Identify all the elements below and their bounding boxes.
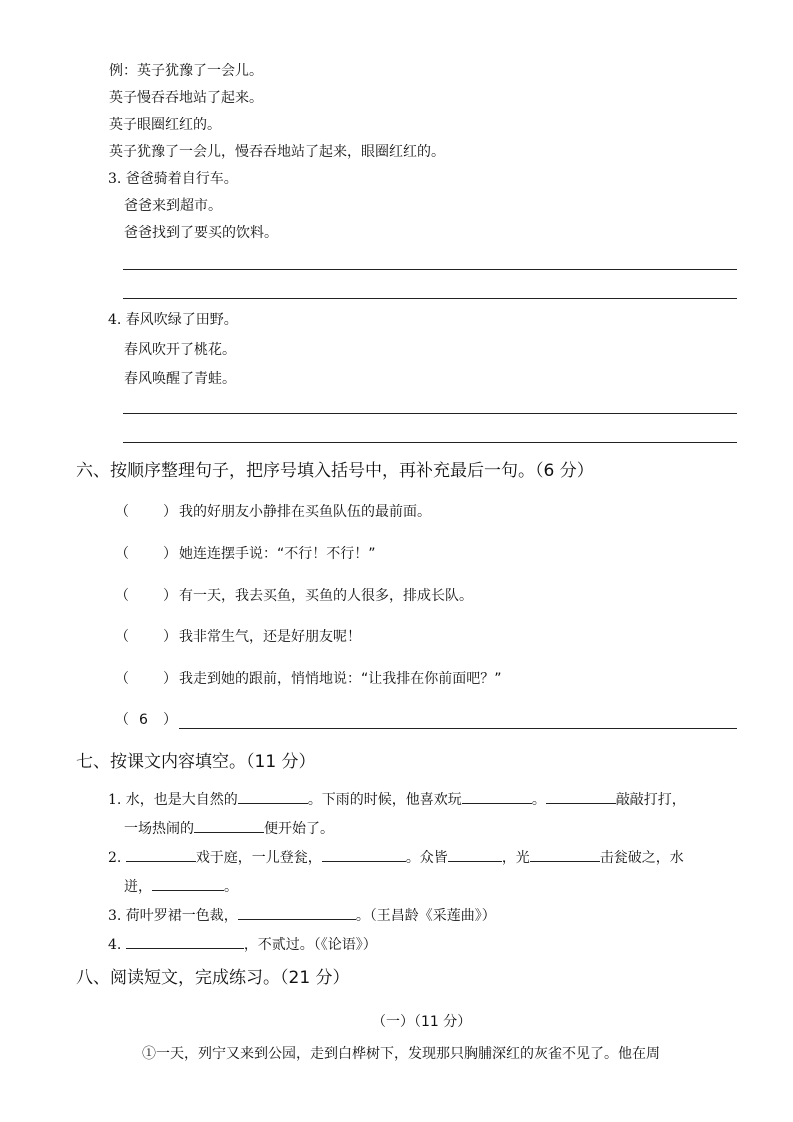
paren-close: ） [163,504,177,520]
text: 。 [224,879,238,895]
blank-field[interactable] [448,847,502,862]
subsection-title: （一）（11 分） [372,1014,472,1030]
paren-open: （ [115,588,129,604]
paren-close: ） [163,588,177,604]
paren-close: ） [163,546,177,562]
item4-line-3: 春风唤醒了青蛙。 [124,371,236,387]
blank-field[interactable] [238,789,308,804]
paren-close: ） [163,712,177,728]
section-heading-8: 八、阅读短文，完成练习。（21 分） [76,968,350,988]
paren-open: （ [115,671,129,687]
item4-line-1: 4. 春风吹绿了田野。 [108,312,238,328]
item4-line-2: 春风吹开了桃花。 [124,342,236,358]
fill-line-1-cont [124,818,334,838]
paren-close: ） [163,671,177,687]
text: 敲敲打打， [615,792,686,808]
answer-line[interactable] [123,269,737,270]
sentence-4: 我非常生气，还是好朋友呢！ [179,629,361,645]
blank-field[interactable] [126,934,244,949]
example-line-1: 例：英子犹豫了一会儿。 [109,63,263,79]
text: 3. 荷叶罗裙一色裁， [108,908,238,924]
fill-line-4 [108,934,377,954]
sentence-1: 我的好朋友小静排在买鱼队伍的最前面。 [179,504,431,520]
paren-open: （ [115,712,129,728]
blank-field[interactable] [194,818,264,833]
item3-line-1: 3. 爸爸骑着自行车。 [108,171,238,187]
reading-paragraph: ①一天，列宁又来到公园，走到白桦树下，发现那只胸脯深红的灰雀不见了。他在周 [142,1046,660,1062]
text: 一场热闹的 [124,821,194,837]
answer-line[interactable] [123,298,737,299]
fill-line-2-cont [124,876,238,896]
blank-field[interactable] [462,789,532,804]
text: 便开始了。 [264,821,334,837]
sentence-3: 有一天，我去买鱼，买鱼的人很多，排成长队。 [179,588,473,604]
item3-line-3: 爸爸找到了要买的饮料。 [124,225,278,241]
text: 戏于庭，一儿登瓮， [195,850,322,866]
blank-field[interactable] [322,847,406,862]
answer-line[interactable] [123,413,737,414]
fill-line-1 [108,789,686,809]
text: 2. [108,850,122,866]
sentence-5: 我走到她的跟前，悄悄地说：“让我排在你前面吧？” [179,671,502,687]
paren-open: （ [115,629,129,645]
text: 。 [531,792,546,808]
text: ，光 [501,850,530,866]
blank-field[interactable] [152,876,224,891]
text: 。下雨的时候，他喜欢玩 [307,792,462,808]
fill-line-2 [108,847,684,867]
last-number: 6 [139,712,148,728]
blank-field[interactable] [546,789,616,804]
text: 击瓮破之，水 [599,850,684,866]
item3-line-2: 爸爸来到超市。 [124,198,222,214]
blank-field[interactable] [126,847,196,862]
blank-field[interactable] [530,847,600,862]
text: 。（王昌龄《采莲曲》） [355,908,496,924]
text: ，不贰过。（《论语》） [243,937,377,953]
text: 迸， [124,879,152,895]
paren-open: （ [115,546,129,562]
section-heading-6: 六、按顺序整理句子，把序号填入括号中，再补充最后一句。（6 分） [76,461,594,481]
section-heading-7: 七、按课文内容填空。（11 分） [76,752,316,772]
text: 4. [108,937,122,953]
sentence-2: 她连连摆手说：“不行！不行！” [179,546,376,562]
example-line-2: 英子慢吞吞地站了起来。 [109,90,263,106]
example-combined: 英子犹豫了一会儿，慢吞吞地站了起来，眼圈红红的。 [109,144,445,160]
text: 1. 水，也是大自然的 [108,792,238,808]
fill-line-3 [108,905,496,925]
example-line-3: 英子眼圈红红的。 [109,117,221,133]
paren-open: （ [115,504,129,520]
answer-line[interactable] [123,442,737,443]
blank-field[interactable] [238,905,356,920]
text: 。众皆 [405,850,448,866]
answer-line[interactable] [179,728,737,729]
paren-close: ） [163,629,177,645]
